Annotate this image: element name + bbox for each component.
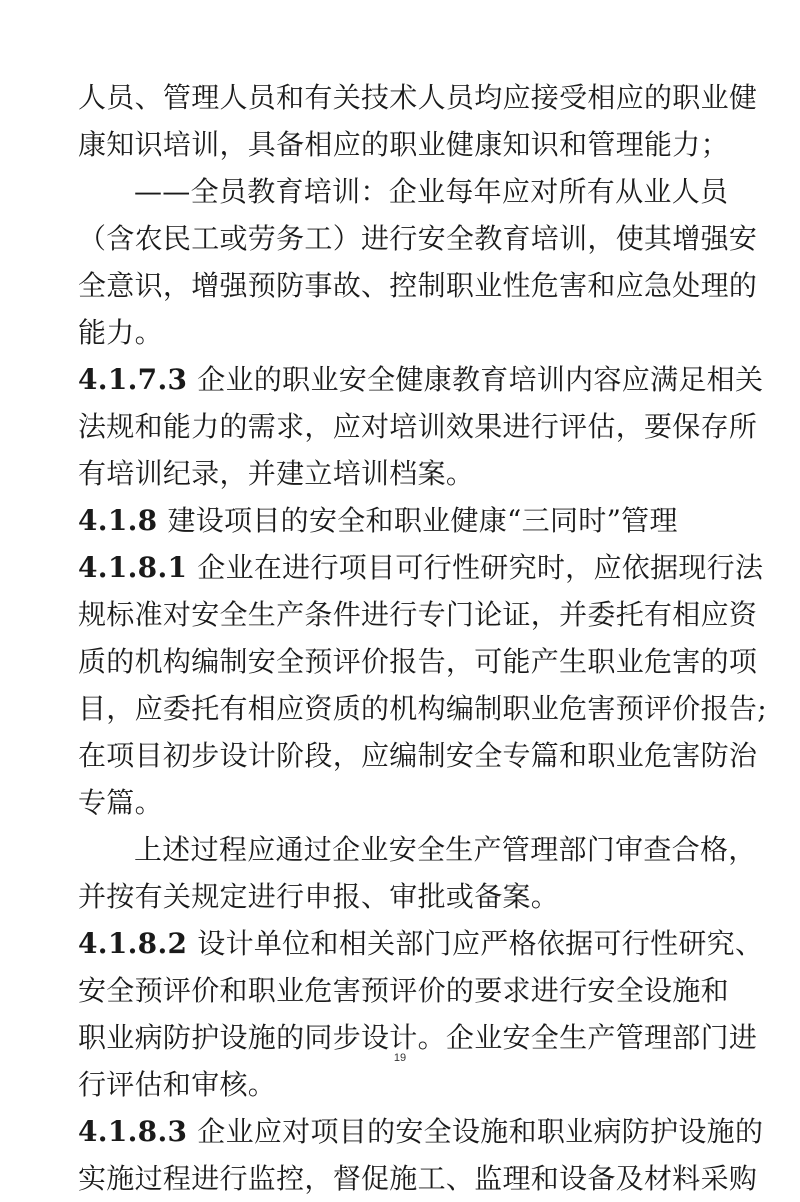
text-line [78,215,758,262]
line-text: ——全员教育培训：企业每年应对所有从业人员 [134,175,729,208]
text-line [78,873,728,920]
section-number: 4.1.8.1 [78,551,188,584]
line-text: 在项目初步设计阶段，应编制安全专篇和职业危害防治 [78,739,758,772]
line-text: 规标准对安全生产条件进行专门论证，并委托有相应资 [78,598,758,631]
page-number: 19 [393,1052,407,1064]
document-body [78,74,767,1202]
text-line [78,1061,728,1108]
line-text: 企业应对项目的安全设施和职业病防护设施的 [197,1115,764,1148]
section-number: 4.1.8.3 [78,1115,188,1148]
line-text: 建设项目的安全和职业健康“三同时”管理 [167,504,678,537]
line-text: 有培训纪录，并建立培训档案。 [78,457,475,490]
text-line [78,967,728,1014]
line-text: 康知识培训，具备相应的职业健康知识和管理能力； [78,128,729,161]
line-text: 质的机构编制安全预评价报告，可能产生职业危害的项 [78,645,758,678]
text-line [78,403,758,450]
section-number: 4.1.8.2 [78,927,188,960]
text-line [78,638,758,685]
section-number: 4.1.7.3 [78,363,188,396]
line-text: 企业在进行项目可行性研究时，应依据现行法 [197,551,764,584]
line-text: （含农民工或劳务工）进行安全教育培训，使其增强安 [78,222,758,255]
line-text: 实施过程进行监控，督促施工、监理和设备及材料采购 [78,1162,758,1195]
line-text: 专篇。 [78,786,163,819]
line-text: 行评估和审核。 [78,1068,277,1101]
section-heading-line [78,356,764,403]
line-text: 职业病防护设施的同步设计。企业安全生产管理部门进 [78,1021,758,1054]
text-line [78,168,728,215]
text-line [78,121,728,168]
text-line [78,591,758,638]
line-text: 人员、管理人员和有关技术人员均应接受相应的职业健 [78,81,758,114]
line-text: 上述过程应通过企业安全生产管理部门审查合格， [134,833,757,866]
line-text: 并按有关规定进行申报、审批或备案。 [78,880,560,913]
text-line [78,685,767,732]
section-heading-line [78,920,764,967]
text-line [78,450,728,497]
section-heading-line [78,497,728,544]
text-line [78,779,728,826]
text-line [78,1155,758,1202]
text-line [78,309,728,356]
section-heading-line [78,544,764,591]
text-line [78,262,758,309]
line-text: 能力。 [78,316,163,349]
line-text: 安全预评价和职业危害预评价的要求进行安全设施和 [78,974,729,1007]
section-heading-line [78,1108,764,1155]
text-line [78,732,758,779]
text-line [78,826,757,873]
line-text: 法规和能力的需求，应对培训效果进行评估，要保存所 [78,410,758,443]
line-text: 企业的职业安全健康教育培训内容应满足相关 [197,363,764,396]
line-text: 设计单位和相关部门应严格依据可行性研究、 [197,927,764,960]
section-number: 4.1.8 [78,504,158,537]
line-text: 全意识，增强预防事故、控制职业性危害和应急处理的 [78,269,758,302]
line-text: 目，应委托有相应资质的机构编制职业危害预评价报告; [78,692,767,725]
text-line [78,74,758,121]
